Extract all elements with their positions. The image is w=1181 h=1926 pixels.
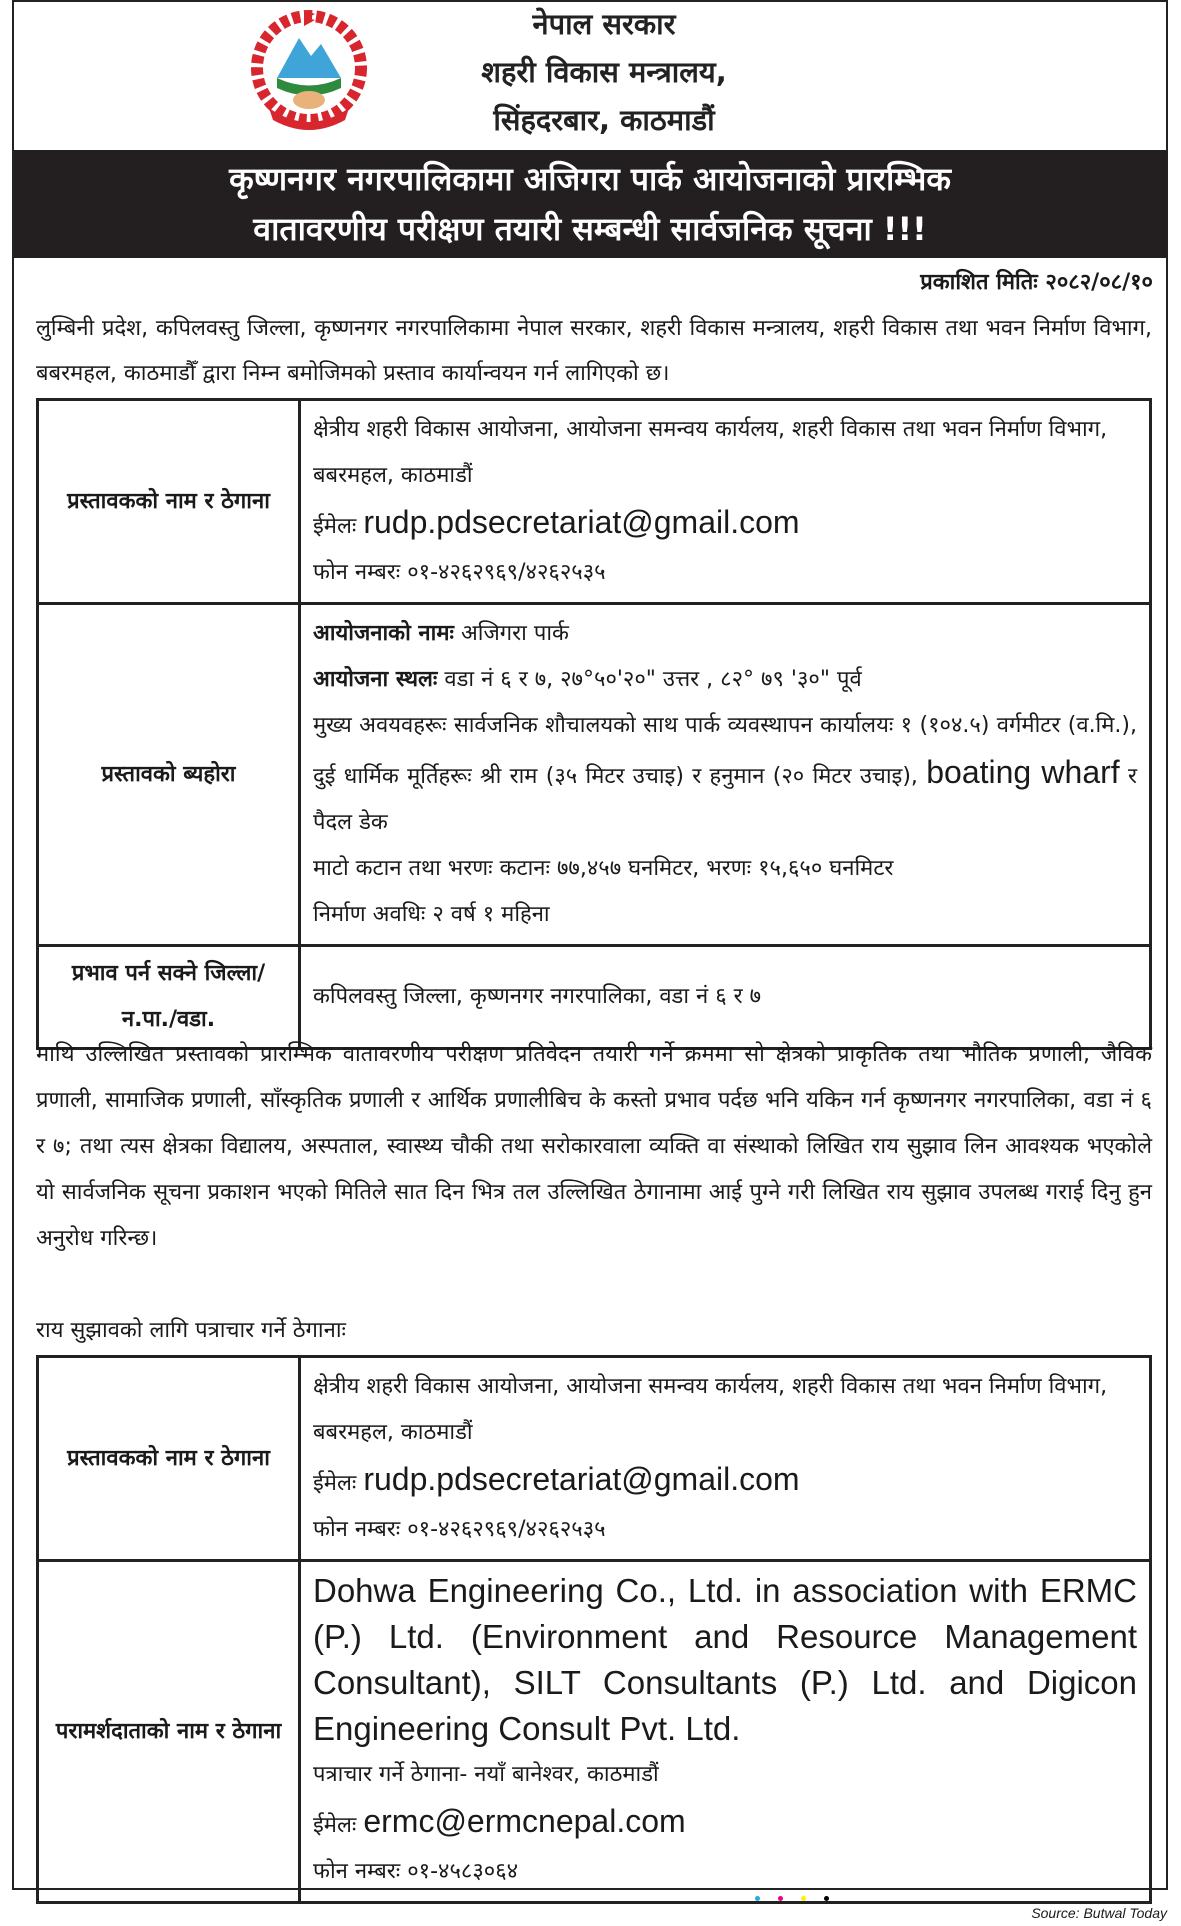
proponent-email[interactable]: rudp.pdsecretariat@gmail.com	[363, 1461, 800, 1497]
project-name-label: आयोजनाको नामः	[313, 621, 454, 646]
row-label: प्रभाव पर्न सक्ने जिल्ला/न.पा./वडा.	[38, 946, 300, 1049]
table-row	[38, 1357, 1151, 1561]
consultant-phone: फोन नम्बरः ०१-४५८३०६४	[313, 1859, 519, 1884]
proponent-address: क्षेत्रीय शहरी विकास आयोजना, आयोजना समन्वय कार्यलय, शहरी विकास तथा भवन निर्माण विभाग, बबरमहल, काठमाडौं	[313, 417, 1108, 488]
consultant-address: पत्राचार गर्ने ठेगाना- नयाँ बानेश्वर, काठमाडौं	[313, 1762, 659, 1787]
project-site-label: आयोजना स्थलः	[313, 667, 438, 692]
components-en: boating wharf	[926, 754, 1120, 790]
table-row	[38, 604, 1151, 946]
publish-date: प्रकाशित मितिः २०८२/०८/१०	[920, 270, 1153, 295]
govt-name: नेपाल सरकार	[532, 7, 676, 41]
print-registration-dots	[755, 1896, 829, 1901]
proposal-table	[36, 398, 1152, 1050]
components-end: र पैदल डेक	[313, 764, 1137, 835]
body-paragraph: माथि उल्लिखित प्रस्तावको प्रारम्भिक वातावरणीय परीक्षण प्रतिवेदन तयारी गर्ने क्रममा सो क्षेत्रको प्राकृतिक तथा भौतिक प्रणाली, जैविक प्रणाली, सामाजिक प्रणाली, साँस्कृतिक प्रणाली र आर्थिक प्रणालीबिच के कस्तो प्रभाव पर्दछ भनि यकिन गर्न कृष्णनगर नगरपालिका, वडा नं ६ र ७; तथा त्यस क्षेत्रका विद्यालय, अस्पताल, स्वास्थ्य चौकी तथा सरोकारवाला व्यक्ति वा संस्थाको लिखित राय सुझाव लिन आवश्यक भएकोले यो सार्वजनिक सूचना प्रकाशन भएको मितिले सात दिन भित्र तल उल्लिखित ठेगानामा आई पुग्ने गरी लिखित राय सुझाव उपलब्ध गराई दिनु हुन अनुरोध गरिन्छ।	[36, 1042, 1152, 1251]
row-label: परामर्शदाताको नाम र ठेगाना	[38, 1561, 300, 1903]
project-site: वडा नं ६ र ७, २७°५०'२०" उत्तर , ८२° ७९ '३०" पूर्व	[444, 667, 862, 692]
project-name: अजिगरा पार्क	[460, 621, 569, 646]
header	[14, 0, 1166, 150]
row-label: प्रस्तावकको नाम र ठेगाना	[38, 1357, 300, 1561]
table-row	[38, 400, 1151, 604]
title-line-2: वातावरणीय परीक्षण तयारी सम्बन्धी सार्वजनिक सूचना !!!	[253, 210, 927, 248]
proponent-phone: फोन नम्बरः ०१-४२६२९६९/४२६२५३५	[313, 560, 606, 585]
notice-title	[14, 150, 1166, 258]
contact-table	[36, 1355, 1152, 1904]
nepal-emblem-icon	[249, 8, 369, 133]
consultant-email[interactable]: ermc@ermcnepal.com	[363, 1803, 686, 1839]
components: मुख्य अवयवहरूः सार्वजनिक शौचालयको साथ पार्क व्यवस्थापन कार्यालयः १ (१०४.५) वर्गमीटर (व.मि.), दुई धार्मिक मूर्तिहरूः श्री राम (३५ मिटर उचाइ) र हनुमान (२० मिटर उचाइ),	[313, 713, 1137, 789]
proponent-details	[300, 400, 1151, 604]
row-label: प्रस्तावको ब्यहोरा	[38, 604, 300, 946]
intro-paragraph: लुम्बिनी प्रदेश, कपिलवस्तु जिल्ला, कृष्णनगर नगरपालिकामा नेपाल सरकार, शहरी विकास मन्त्रालय, शहरी विकास तथा भवन निर्माण विभाग, बबरमहल, काठमाडौँ द्वारा निम्न बमोजिमको प्रस्ताव कार्यान्वयन गर्न लागिएको छ।	[36, 316, 1152, 386]
email-label: ईमेलः	[313, 1813, 357, 1838]
affected-area: कपिलवस्तु जिल्ला, कृष्णनगर नगरपालिका, वडा नं ६ र ७	[300, 946, 1151, 1049]
proponent-phone: फोन नम्बरः ०१-४२६२९६९/४२६२५३५	[313, 1517, 606, 1542]
proponent-details	[300, 1357, 1151, 1561]
consultant-names: Dohwa Engineering Co., Ltd. in association with ERMC (P.) Ltd. (Environment and Resource Management Consultant), SILT Consultants (P.) Ltd. and Digicon Engineering Consult Pvt. Ltd.	[313, 1572, 1137, 1747]
consultant-details	[300, 1561, 1151, 1903]
table-row	[38, 1561, 1151, 1903]
proponent-email[interactable]: rudp.pdsecretariat@gmail.com	[363, 504, 800, 540]
ministry-name: शहरी विकास मन्त्रालय,	[481, 55, 727, 89]
title-line-1: कृष्णनगर नगरपालिकामा अजिगरा पार्क आयोजनाको प्रारम्भिक	[229, 160, 951, 198]
row-label: प्रस्तावकको नाम र ठेगाना	[38, 400, 300, 604]
source-credit: Source: Butwal Today	[1031, 1905, 1167, 1921]
earthwork: माटो कटान तथा भरणः कटानः ७७,४५७ घनमिटर, भरणः १५,६५० घनमिटर	[313, 856, 894, 881]
contact-heading: राय सुझावको लागि पत्राचार गर्ने ठेगानाः	[36, 1318, 346, 1343]
email-label: ईमेलः	[313, 1471, 357, 1496]
email-label: ईमेलः	[313, 514, 357, 539]
construction-duration: निर्माण अवधिः २ वर्ष १ महिना	[313, 902, 550, 927]
ministry-address: सिंहदरबार, काठमाडौं	[493, 103, 715, 137]
proposal-details	[300, 604, 1151, 946]
proponent-address: क्षेत्रीय शहरी विकास आयोजना, आयोजना समन्वय कार्यलय, शहरी विकास तथा भवन निर्माण विभाग, बबरमहल, काठमाडौं	[313, 1374, 1108, 1445]
